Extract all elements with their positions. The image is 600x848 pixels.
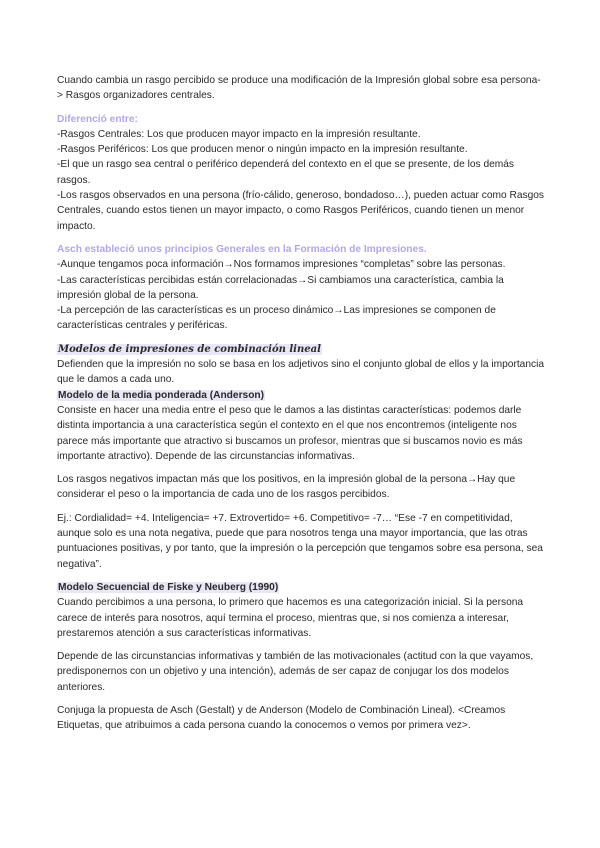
anderson-example: Ej.: Cordialidad= +4. Inteligencia= +7. Extrovertido= +6. Competitivo= -7… “Ese -7 en competitividad, aunque solo es una nota negativa, puede que para nosotros tenga una mayor importancia, que las otras puntuaciones positivas, y por tanto, que la impresión o la percepción que tengamos sobre esa persona, sea negativa”. <box>57 512 543 570</box>
diferencio-item: -Rasgos Periféricos: Los que producen menor o ningún impacto en la impresión resultante. <box>57 144 468 156</box>
fiske-paragraph: Depende de las circunstancias informativas y también de las motivacionales (actitud con la que vayamos, predisponernos con un objetivo y una intención), además de ser capaz de conjugar los dos modelos anteriores. <box>57 651 534 693</box>
asch-item: -Las características percibidas están correlacionadas→Si cambiamos una característica, cambia la impresión global de la persona. <box>57 274 504 301</box>
anderson-paragraph: Los rasgos negativos impactan más que los positivos, en la impresión global de la persona→Hay que considerar el peso o la importancia de cada uno de los rasgos percibidos. <box>57 474 516 501</box>
fiske-heading: Modelo Secuencial de Fiske y Neuberg (1990) <box>58 581 279 593</box>
document-page <box>57 73 545 734</box>
anderson-heading: Modelo de la media ponderada (Anderson) <box>58 389 265 401</box>
asch-item: -La percepción de las características es un proceso dinámico→Las impresiones se componen de características centrales y periféricas. <box>57 305 496 332</box>
intro-paragraph: Cuando cambia un rasgo percibido se produce una modificación de la Impresión global sobre esa persona-> Rasgos organizadores centrales. <box>57 75 541 102</box>
diferencio-heading: Diferenció entre: <box>57 113 138 125</box>
diferencio-item: -Rasgos Centrales: Los que producen mayor impacto en la impresión resultante. <box>57 128 421 140</box>
diferencio-item: -El que un rasgo sea central o periférico dependerá del contexto en el que se presente, de los demás rasgos. <box>57 159 515 186</box>
diferencio-item: -Los rasgos observados en una persona (frío-cálido, generoso, bondadoso…), pueden actuar como Rasgos Centrales, cuando estos tienen un mayor impacto, o como Rasgos Periféricos, cuando tienen un menor impacto. <box>57 190 545 232</box>
fiske-paragraph: Conjuga la propuesta de Asch (Gestalt) y de Anderson (Modelo de Combinación Lineal). <Creamos Etiquetas, que atribuimos a cada persona cuando la conocemos o vemos por primera vez>. <box>57 704 506 732</box>
asch-item: -Aunque tengamos poca información→Nos formamos impresiones “completas” sobre las personas. <box>57 259 506 271</box>
modelos-text: Defienden que la impresión no solo se basa en los adjetivos sino el conjunto global de ellos y la importancia que le damos a cada uno. <box>57 359 545 386</box>
anderson-paragraph: Consiste en hacer una media entre el peso que le damos a las distintas características: podemos darle distinta importancia a una característica según el contexto en el que nos encontremos (inteligente nos parece más importante que atractivo si buscamos un profesor, mientras que si buscamos novio es más importante atractivo). Depende de las circunstancias informativas. <box>57 404 523 462</box>
fiske-paragraph: Cuando percibimos a una persona, lo primero que hacemos es una categorización inicial. Si la persona carece de interés para nosotros, aquí termina el proceso, mientras que, si nos comienza a interesar, prestaremos atención a sus características informativas. <box>57 597 524 639</box>
modelos-heading: Modelos de impresiones de combinación lineal <box>58 343 321 355</box>
asch-heading: Asch estableció unos principios Generales en la Formación de Impresiones. <box>57 243 427 255</box>
